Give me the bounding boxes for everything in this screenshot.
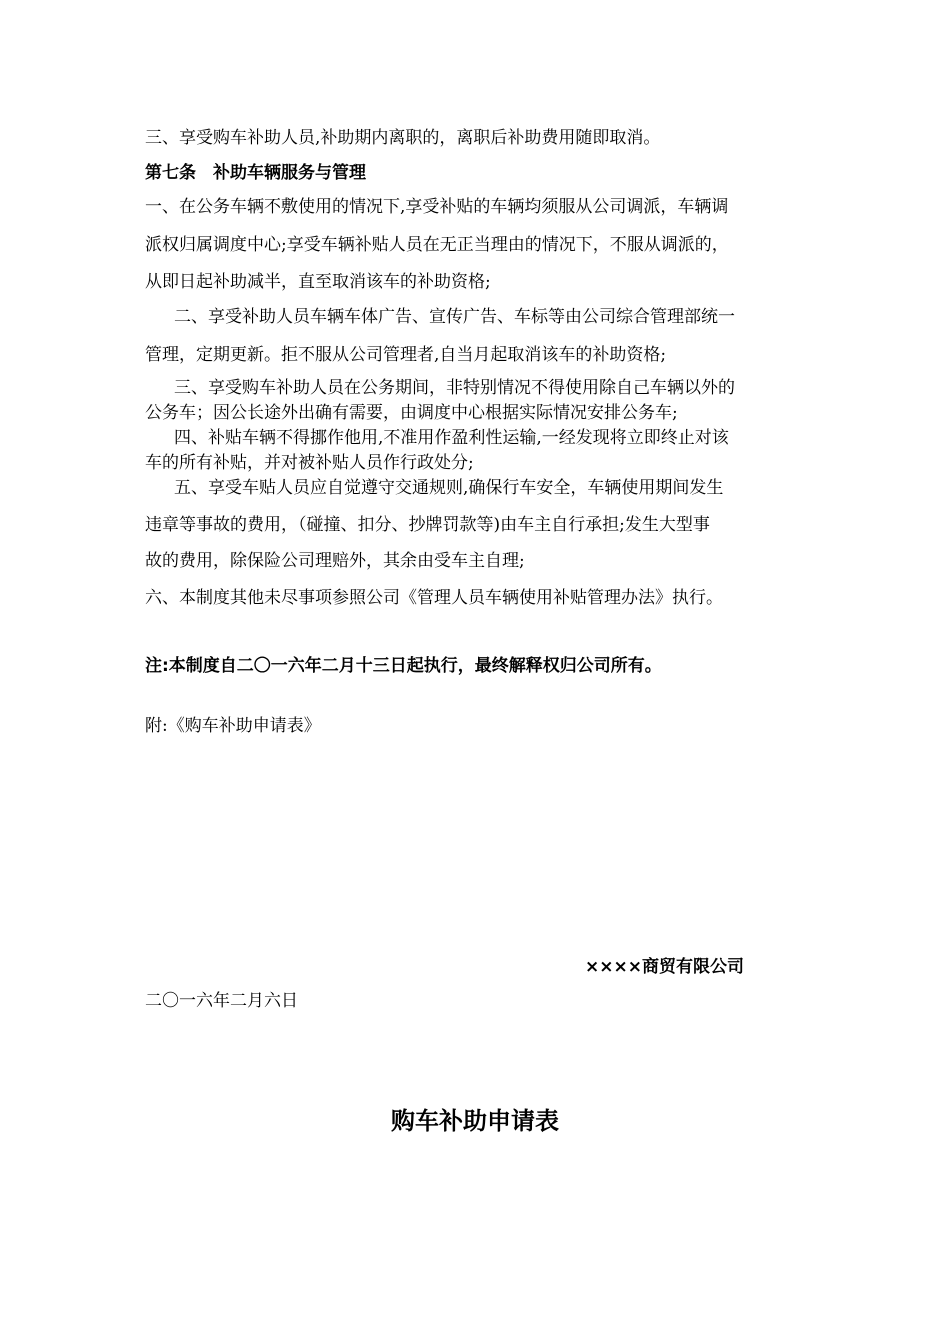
clause-3-line: 三、享受购车补助人员,补助期内离职的，离职后补助费用随即取消。 xyxy=(145,128,661,148)
paragraph-2-line-1: 二、享受补助人员车辆车体广告、宣传广告、车标等由公司综合管理部统一 xyxy=(174,307,735,327)
paragraph-4-line-1: 四、补贴车辆不得挪作他用,不准用作盈利性运输,一经发现将立即终止对该 xyxy=(174,428,729,448)
paragraph-5-line-2: 违章等事故的费用，（碰撞、扣分、抄牌罚款等)由车主自行承担;发生大型事 xyxy=(145,515,710,535)
paragraph-2-line-2: 管理，定期更新。拒不服从公司管理者,自当月起取消该车的补助资格; xyxy=(145,345,667,365)
effective-note: 注:本制度自二〇一六年二月十三日起执行，最终解释权归公司所有。 xyxy=(145,656,662,676)
paragraph-3-line-2: 公务车；因公长途外出确有需要，由调度中心根据实际情况安排公务车; xyxy=(145,403,678,423)
attachment-line: 附:《购车补助申请表》 xyxy=(145,716,321,736)
paragraph-1-line-1: 一、在公务车辆不敷使用的情况下,享受补贴的车辆均须服从公司调派，车辆调 xyxy=(145,197,729,217)
paragraph-5-line-1: 五、享受车贴人员应自觉遵守交通规则,确保行车安全，车辆使用期间发生 xyxy=(174,478,724,498)
company-signature: ××××商贸有限公司 xyxy=(585,957,744,977)
paragraph-6-line: 六、本制度其他未尽事项参照公司《管理人员车辆使用补贴管理办法》执行。 xyxy=(145,588,723,608)
paragraph-4-line-2: 车的所有补贴，并对被补贴人员作行政处分; xyxy=(145,453,474,473)
paragraph-1-line-2: 派权归属调度中心;享受车辆补贴人员在无正当理由的情况下，不服从调派的， xyxy=(145,235,729,255)
paragraph-3-line-1: 三、享受购车补助人员在公务期间，非特别情况不得使用除自己车辆以外的 xyxy=(174,378,735,398)
paragraph-5-line-3: 故的费用，除保险公司理赔外，其余由受车主自理; xyxy=(145,551,525,571)
article-7-heading: 第七条 补助车辆服务与管理 xyxy=(145,163,366,183)
paragraph-1-line-3: 从即日起补助减半，直至取消该车的补助资格; xyxy=(145,272,491,292)
form-title: 购车补助申请表 xyxy=(391,1107,559,1135)
document-date: 二〇一六年二月六日 xyxy=(145,991,298,1011)
